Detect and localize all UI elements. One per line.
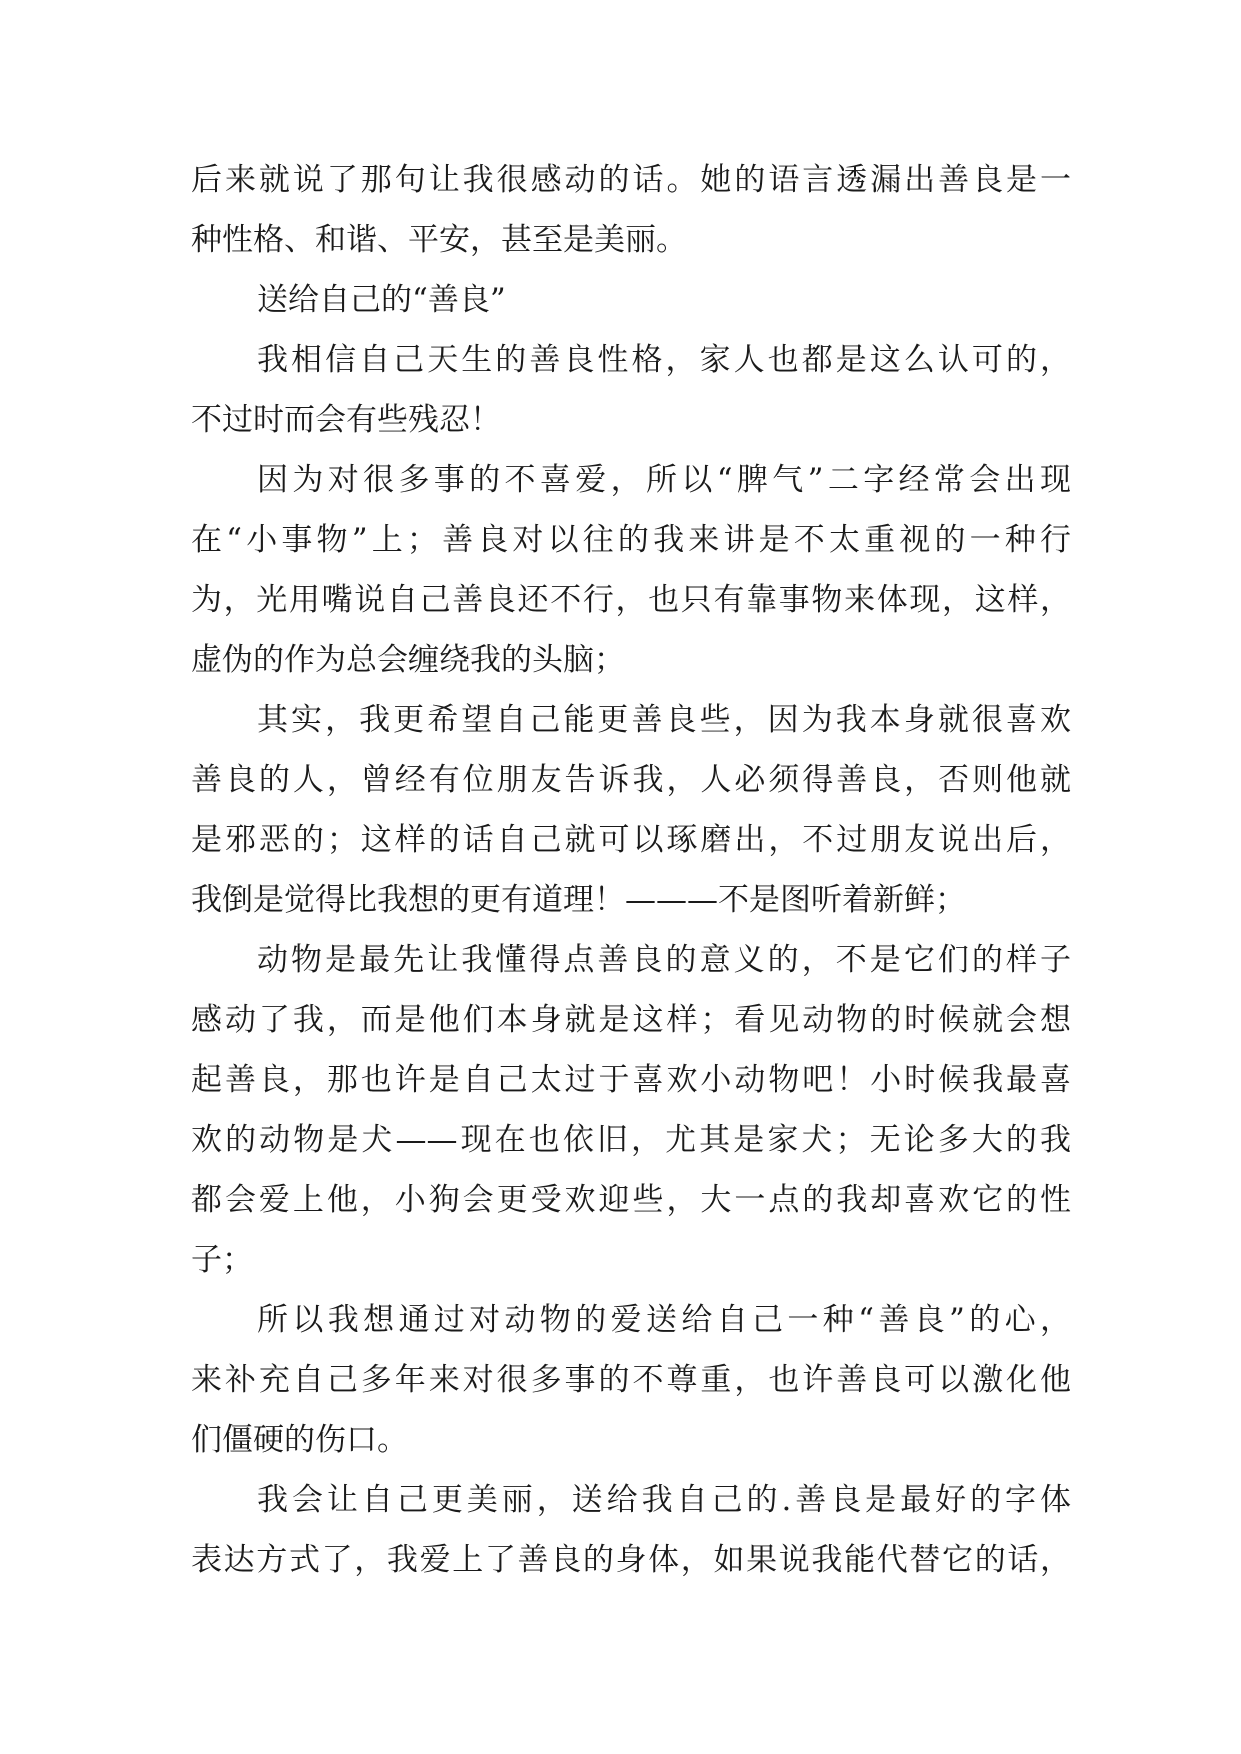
text-line: 都会爱上他，小狗会更受欢迎些，大一点的我却喜欢它的性: [191, 1182, 1071, 1218]
text-line: 动物是最先让我懂得点善良的意义的，不是它们的样子: [257, 942, 1071, 978]
text-line: 所以我想通过对动物的爱送给自己一种“善良”的心，: [257, 1302, 1071, 1338]
text-line: 虚伪的作为总会缠绕我的头脑；: [191, 642, 625, 678]
text-line: 我倒是觉得比我想的更有道理！———不是图听着新鲜；: [191, 882, 966, 918]
text-line: 善良的人，曾经有位朋友告诉我，人必须得善良，否则他就: [191, 762, 1071, 798]
text-line: 子；: [191, 1242, 253, 1278]
text-line: 起善良，那也许是自己太过于喜欢小动物吧！小时候我最喜: [191, 1062, 1071, 1098]
text-line: 们僵硬的伤口。: [191, 1422, 408, 1458]
text-line: 感动了我，而是他们本身就是这样；看见动物的时候就会想: [191, 1002, 1071, 1038]
text-line: 在“小事物”上；善良对以往的我来讲是不太重视的一种行: [191, 522, 1071, 558]
text-line: 表达方式了，我爱上了善良的身体，如果说我能代替它的话，: [191, 1542, 1071, 1578]
text-line: 我会让自己更美丽，送给我自己的.善良是最好的字体: [257, 1482, 1071, 1518]
text-line: 因为对很多事的不喜爱，所以“脾气”二字经常会出现: [257, 462, 1071, 498]
text-line: 欢的动物是犬——现在也依旧，尤其是家犬；无论多大的我: [191, 1122, 1071, 1158]
text-line: 其实，我更希望自己能更善良些，因为我本身就很喜欢: [257, 702, 1071, 738]
text-line: 后来就说了那句让我很感动的话。她的语言透漏出善良是一: [191, 162, 1071, 198]
text-line: 来补充自己多年来对很多事的不尊重，也许善良可以激化他: [191, 1362, 1071, 1398]
section-heading: 送给自己的“善良”: [257, 282, 506, 318]
text-line: 我相信自己天生的善良性格，家人也都是这么认可的，: [257, 342, 1071, 378]
text-line: 不过时而会有些残忍！: [191, 402, 501, 438]
text-line: 种性格、和谐、平安，甚至是美丽。: [191, 222, 687, 258]
text-line: 是邪恶的；这样的话自己就可以琢磨出，不过朋友说出后，: [191, 822, 1071, 858]
text-line: 为，光用嘴说自己善良还不行，也只有靠事物来体现，这样，: [191, 582, 1071, 618]
